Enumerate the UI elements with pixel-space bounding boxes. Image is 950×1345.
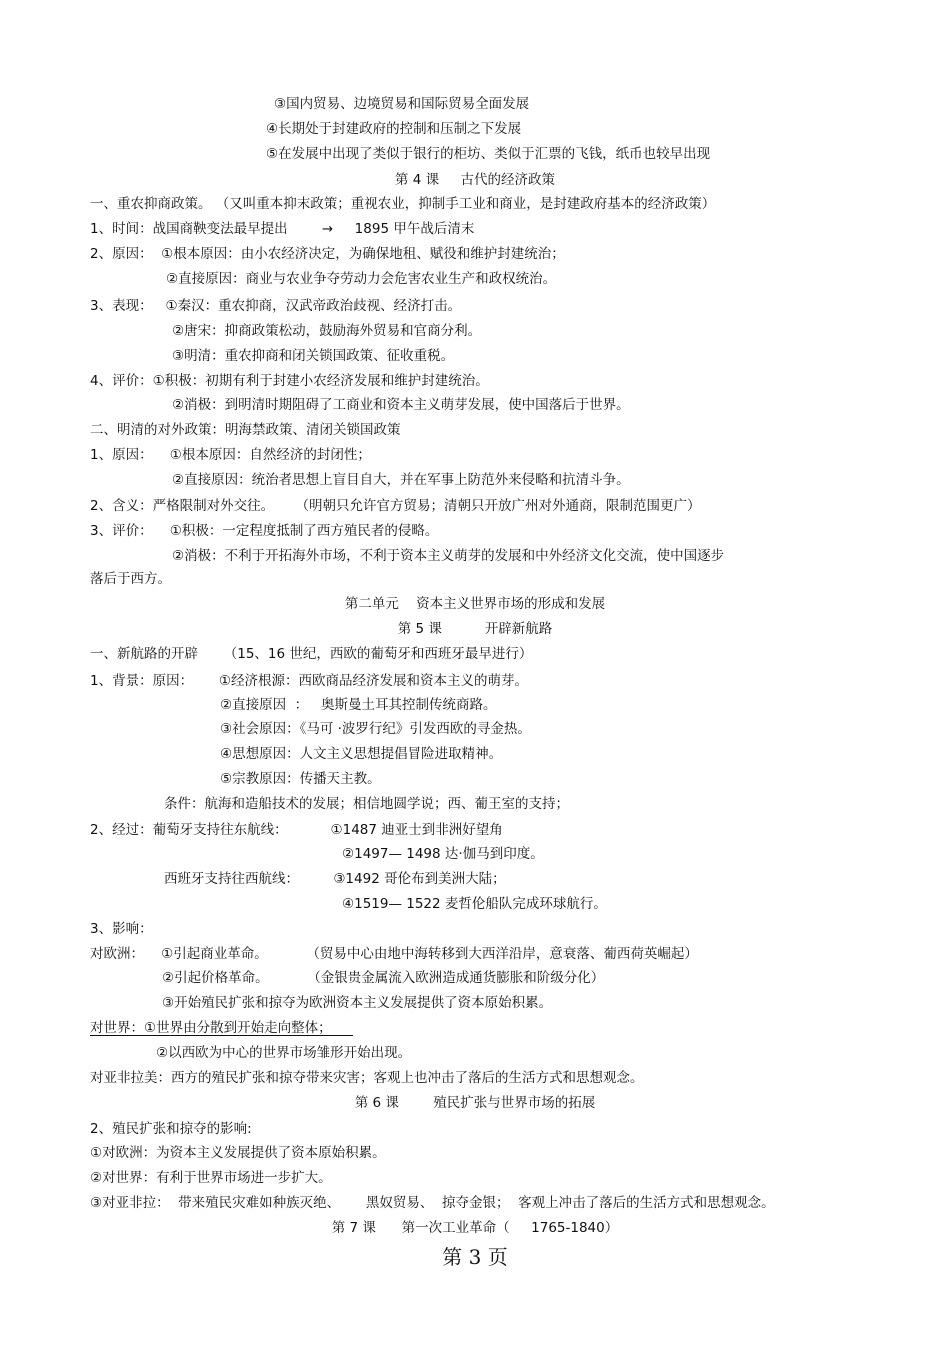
text-line: 3、评价： ①积极：一定程度抵制了西方殖民者的侵略。 (90, 523, 439, 539)
lesson-heading: 第 6 课 殖民扩张与世界市场的拓展 (354, 1095, 596, 1111)
text-line: 对世界：①世界由分散到开始走向整体； (90, 1020, 354, 1036)
text-line: 1、原因： ①根本原因：自然经济的封闭性； (90, 447, 371, 463)
lesson-heading: 第 4 课 古代的经济政策 (394, 172, 556, 188)
text-line: ②直接原因：统治者思想上盲目自大，并在军事上防范外来侵略和抗清斗争。 (172, 472, 630, 488)
text-line: ③国内贸易、边境贸易和国际贸易全面发展 (274, 96, 530, 112)
text-line: ⑤在发展中出现了类似于银行的柜坊、类似于汇票的飞钱，纸币也较早出现 (266, 146, 711, 162)
text-line: ①对欧洲：为资本主义发展提供了资本原始积累。 (90, 1145, 386, 1161)
text-line: ②对世界：有利于世界市场进一步扩大。 (90, 1170, 332, 1186)
text-line: 2、原因： ①根本原因：由小农经济决定，为确保地租、赋役和维护封建统治； (90, 246, 565, 262)
text-line: ②直接原因：商业与农业争夺劳动力会危害农业生产和政权统治。 (166, 271, 557, 287)
lesson-heading: 第 5 课 开辟新航路 (397, 621, 553, 637)
text-line: ②消极：到明清时期阻碍了工商业和资本主义萌芽发展，使中国落后于世界。 (172, 397, 630, 413)
section-heading: 2、殖民扩张和掠夺的影响: (90, 1121, 252, 1137)
text-line: 3、影响： (90, 921, 153, 937)
text-line: 1、背景：原因： ①经济根源：西欧商品经济发展和资本主义的萌芽。 (90, 673, 528, 689)
text-line: ③对亚非拉： 带来殖民灾难如种族灭绝、 黑奴贸易、 掠夺金银； 客观上冲击了落后的生活方式和思想观念。 (90, 1195, 775, 1211)
text-line: ②1497— 1498 达·伽马到印度。 (342, 846, 544, 862)
text-line: 2、经过：葡萄牙支持往东航线： ①1487 迪亚士到非洲好望角 (90, 822, 503, 838)
text-line: ②直接原因 ： 奥斯曼土耳其控制传统商路。 (220, 697, 497, 713)
text-line: 条件：航海和造船技术的发展；相信地圆学说；西、葡王室的支持； (164, 796, 569, 812)
unit-heading: 第二单元 资本主义世界市场的形成和发展 (344, 596, 606, 612)
text-line: 对欧洲： ①引起商业革命。 （贸易中心由地中海转移到大西洋沿岸，意衰落、葡西荷英崛起） (90, 946, 698, 962)
text-line: 2、含义：严格限制对外交往。 （明朝只允许官方贸易；清朝只开放广州对外通商，限制范围更广） (90, 498, 701, 514)
text-line: 西班牙支持往西航线： ③1492 哥伦布到美洲大陆； (164, 871, 506, 887)
page-number: 第 3 页 (442, 1245, 508, 1269)
text-line: ②以西欧为中心的世界市场雏形开始出现。 (156, 1045, 412, 1061)
text-line: ②消极：不利于开拓海外市场，不利于资本主义萌芽的发展和中外经济文化交流，使中国逐步 (172, 548, 725, 564)
text-line: ③明清：重农抑商和闭关锁国政策、征收重税。 (172, 348, 455, 364)
text-line: ④1519— 1522 麦哲伦船队完成环球航行。 (342, 896, 607, 912)
text-line: ③开始殖民扩张和掠夺为欧洲资本主义发展提供了资本原始积累。 (162, 995, 553, 1011)
text-line: ④思想原因：人文主义思想提倡冒险进取精神。 (220, 746, 503, 762)
text-line: ③社会原因：《马可 ·波罗行纪》引发西欧的寻金热。 (220, 721, 531, 737)
text-line: 落后于西方。 (90, 571, 171, 587)
text-line: 4、评价：①积极：初期有利于封建小农经济发展和维护封建统治。 (90, 373, 489, 389)
text-line: 对亚非拉美：西方的殖民扩张和掠夺带来灾害；客观上也冲击了落后的生活方式和思想观念。 (90, 1070, 644, 1086)
text-line: ②唐宋：抑商政策松动，鼓励海外贸易和官商分利。 (172, 323, 482, 339)
text-line: 3、表现： ①秦汉：重农抑商，汉武帝政治歧视、经济打击。 (90, 298, 462, 314)
text-line: ⑤宗教原因：传播天主教。 (220, 771, 381, 787)
text-line: ②引起价格革命。 （金银贵金属流入欧洲造成通货膨胀和阶级分化） (162, 970, 605, 986)
lesson-heading: 第 7 课 第一次工业革命（ 1765-1840） (331, 1220, 619, 1236)
text-line: 1、时间：战国商鞅变法最早提出 → 1895 甲午战后清末 (90, 221, 475, 237)
text-line: ④长期处于封建政府的控制和压制之下发展 (266, 121, 522, 137)
section-heading: 一、重农抑商政策。 （又叫重本抑末政策；重视农业，抑制手工业和商业，是封建政府基本的经济政策） (90, 196, 716, 212)
section-heading: 一、新航路的开辟 （15、16 世纪，西欧的葡萄牙和西班牙最早进行） (90, 646, 533, 662)
section-heading: 二、明清的对外政策：明海禁政策、清闭关锁国政策 (90, 422, 401, 438)
